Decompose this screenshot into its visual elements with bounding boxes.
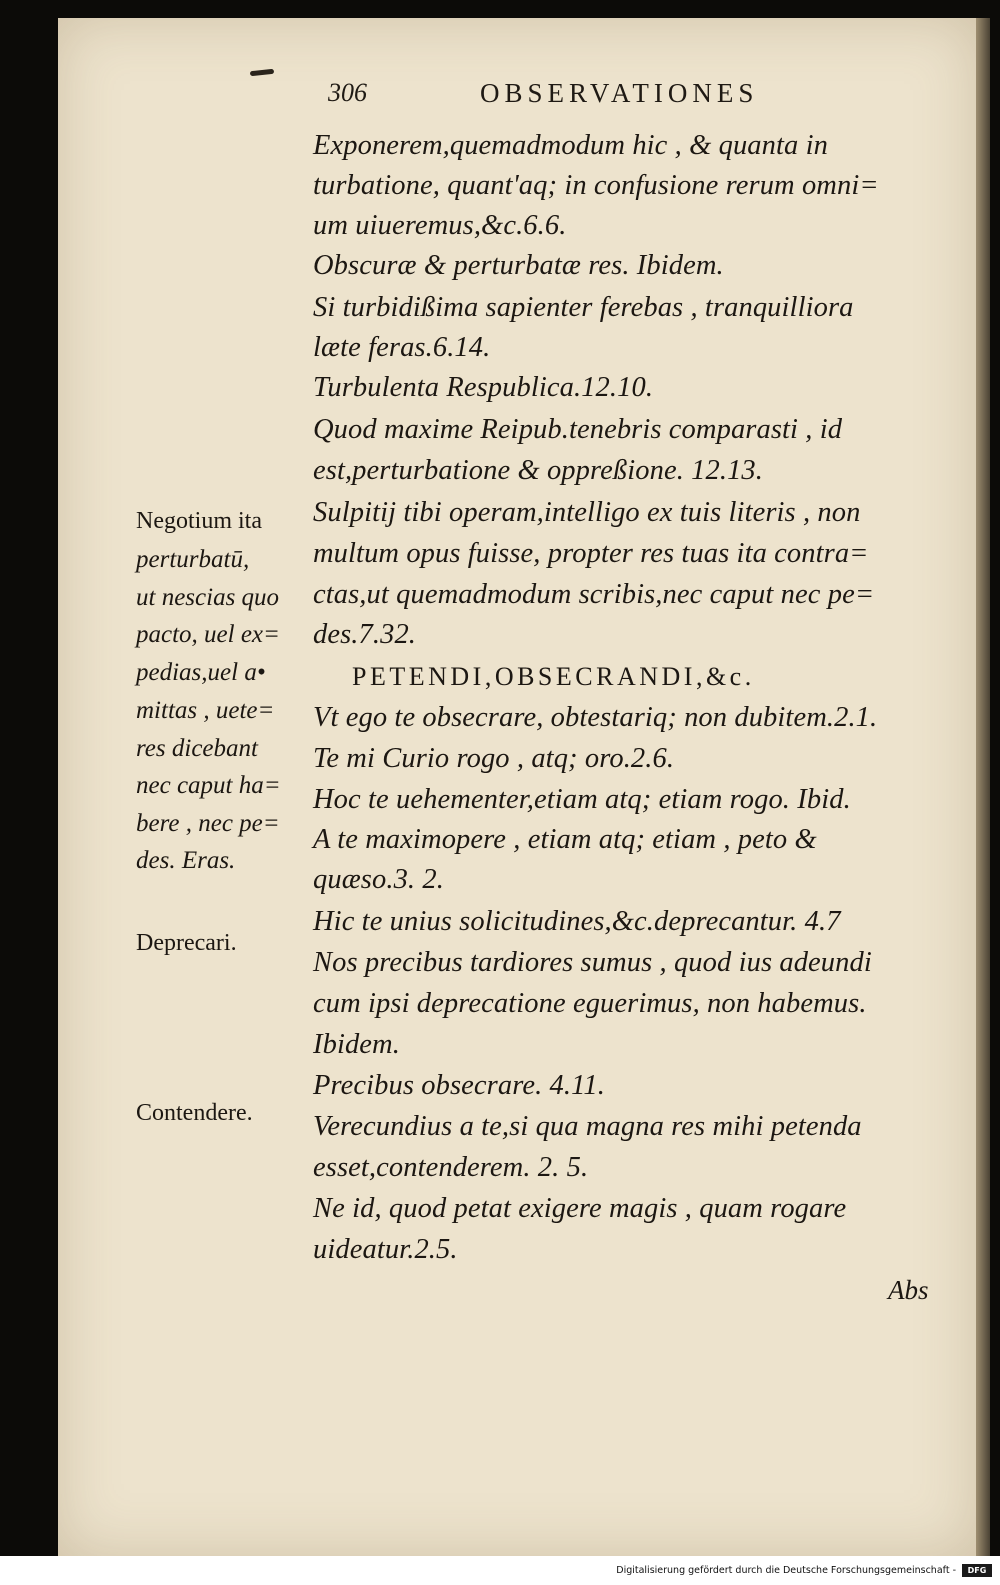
text-line: Exponerem,quemadmodum hic , & quanta in — [313, 130, 828, 161]
margin-note: Negotium ita — [136, 508, 262, 534]
text-line: cum ipsi deprecatione eguerimus, non habemus. — [313, 988, 867, 1019]
margin-note: bere , nec pe= — [136, 810, 280, 837]
text-line: Vt ego te obsecrare, obtestariq; non dubitem.2.1. — [313, 702, 878, 733]
text-line: Turbulenta Respublica.12.10. — [313, 372, 654, 403]
text-line: Hic te unius solicitudines,&c.deprecantur. 4.7 — [313, 906, 841, 937]
text-line: Si turbidißima sapienter ferebas , tranquilliora — [313, 292, 854, 323]
text-line: Te mi Curio rogo , atq; oro.2.6. — [313, 743, 675, 774]
text-line: A te maximopere , etiam atq; etiam , peto & — [313, 824, 817, 855]
text-line: turbatione, quant'aq; in confusione rerum omni= — [313, 170, 879, 201]
margin-note: pedias,uel a• — [136, 659, 266, 686]
page-edge — [976, 18, 990, 1556]
page-header — [328, 78, 848, 118]
margin-note: Deprecari. — [136, 930, 237, 956]
footer-bar — [0, 1556, 1000, 1585]
page-number: 306 — [328, 78, 367, 107]
margin-note: perturbatū, — [136, 546, 250, 573]
text-line: ctas,ut quemadmodum scribis,nec caput nec pe= — [313, 579, 875, 610]
text-line: quæso.3. 2. — [313, 864, 444, 895]
text-line: multum opus fuisse, propter res tuas ita contra= — [313, 538, 869, 569]
funding-credit: Digitalisierung gefördert durch die Deutsche Forschungsgemeinschaft - — [616, 1565, 956, 1576]
text-line: uideatur.2.5. — [313, 1234, 458, 1265]
margin-note: mittas , uete= — [136, 697, 275, 724]
text-line: esset,contenderem. 2. 5. — [313, 1152, 589, 1183]
running-title: OBSERVATIONES — [480, 78, 759, 108]
margin-note: res dicebant — [136, 735, 258, 762]
text-line: Ibidem. — [313, 1029, 400, 1060]
text-line: læte feras.6.14. — [313, 332, 491, 363]
text-line: Verecundius a te,si qua magna res mihi petenda — [313, 1111, 862, 1142]
text-line: um uiueremus,&c.6.6. — [313, 210, 567, 241]
margin-note: nec caput ha= — [136, 772, 281, 799]
text-line: des.7.32. — [313, 619, 417, 650]
text-line: Sulpitij tibi operam,intelligo ex tuis literis , non — [313, 497, 861, 528]
dfg-logo-icon: DFG — [962, 1564, 992, 1577]
margin-note: ut nescias quo — [136, 584, 280, 611]
text-line: Nos precibus tardiores sumus , quod ius adeundi — [313, 947, 872, 978]
margin-note: pacto, uel ex= — [136, 621, 280, 648]
margin-note: des. Eras. — [136, 847, 236, 874]
text-line: Precibus obsecrare. 4.11. — [313, 1070, 605, 1101]
text-line: Ne id, quod petat exigere magis , quam rogare — [313, 1193, 847, 1224]
scan-background — [0, 0, 1000, 20]
text-line: est,perturbatione & oppreßione. 12.13. — [313, 455, 763, 486]
text-line: Quod maxime Reipub.tenebris comparasti , id — [313, 414, 843, 445]
section-heading: PETENDI,OBSECRANDI,&c. — [352, 662, 755, 691]
margin-note: Contendere. — [136, 1100, 253, 1126]
text-line: Hoc te uehementer,etiam atq; etiam rogo. Ibid. — [313, 784, 851, 815]
text-line: Obscuræ & perturbatæ res. Ibidem. — [313, 250, 724, 281]
catchword: Abs — [888, 1275, 929, 1305]
